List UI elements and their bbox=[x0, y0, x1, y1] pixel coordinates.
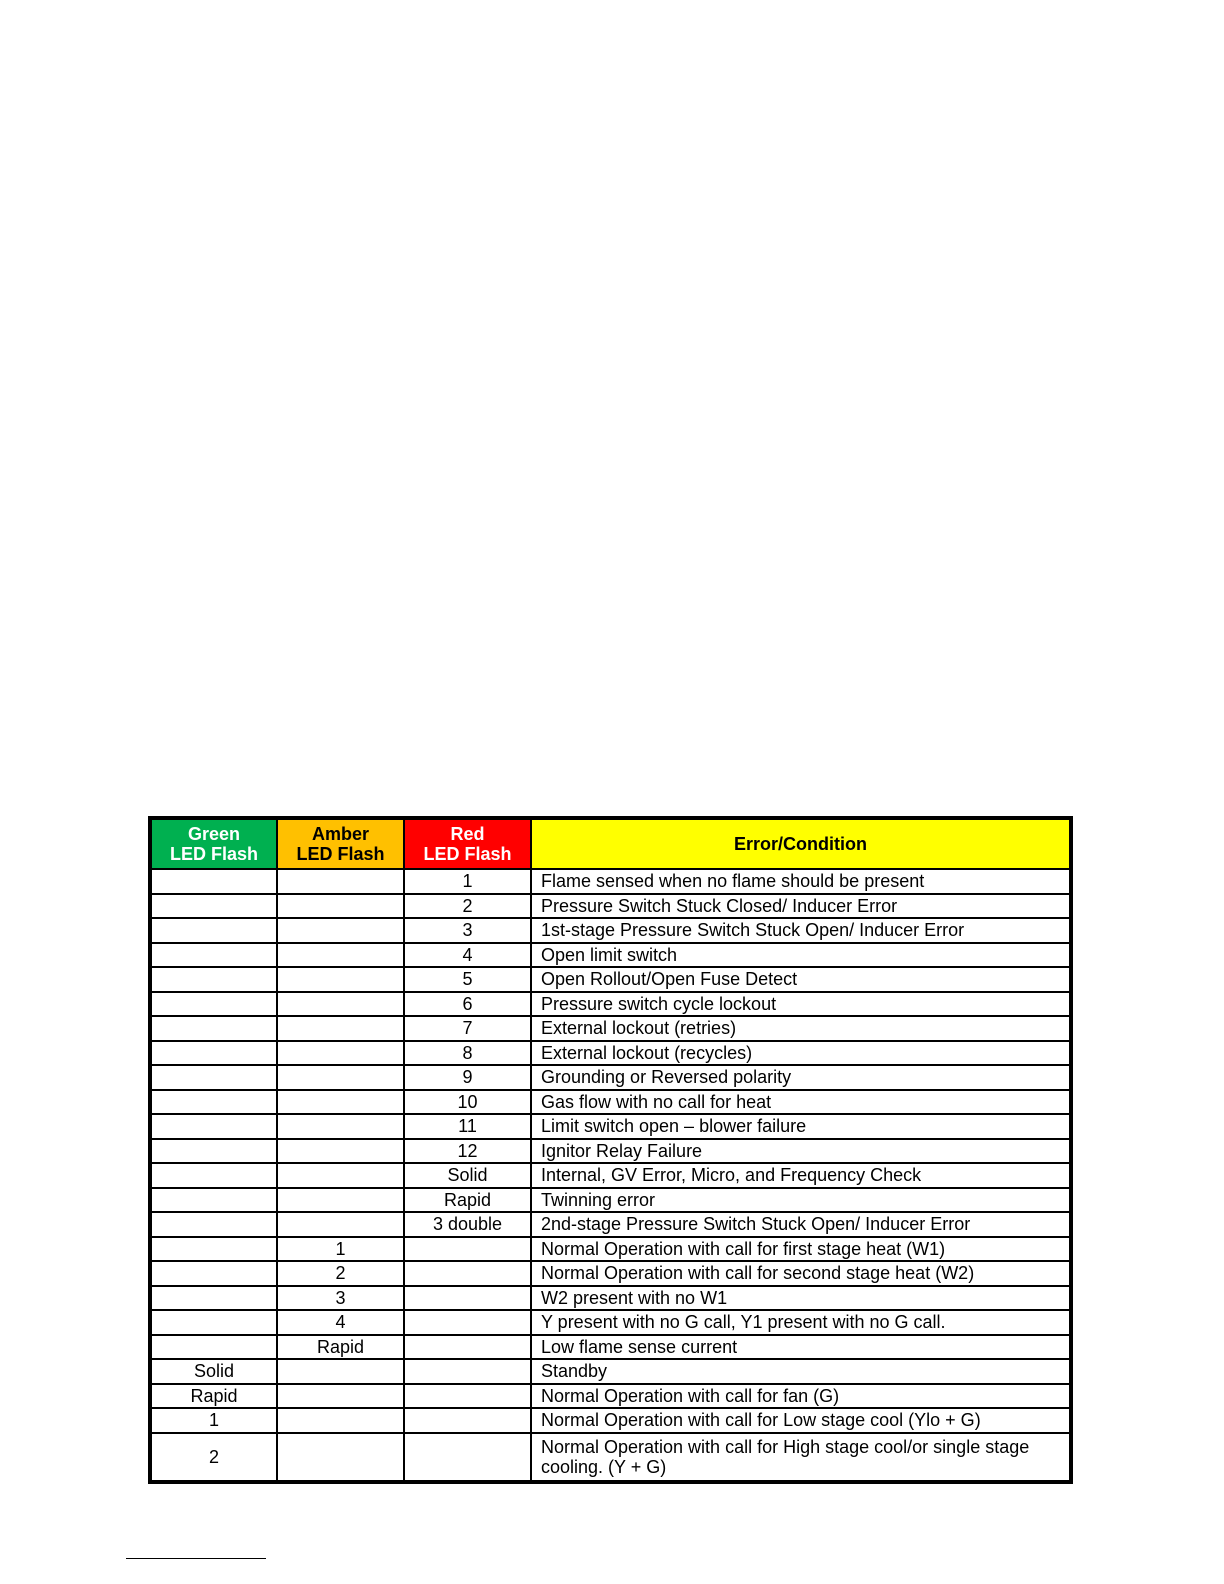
table-row bbox=[150, 894, 1071, 919]
cell-red-flash: 5 bbox=[404, 967, 531, 992]
cell-error-condition: Standby bbox=[531, 1359, 1071, 1384]
header-green-line2: LED Flash bbox=[169, 844, 258, 864]
cell-error-condition: W2 present with no W1 bbox=[531, 1286, 1071, 1311]
cell-red-flash: 3 double bbox=[404, 1212, 531, 1237]
table-row bbox=[150, 1090, 1071, 1115]
cell-green-flash bbox=[150, 869, 277, 894]
cell-error-condition: Open Rollout/Open Fuse Detect bbox=[531, 967, 1071, 992]
cell-red-flash: 9 bbox=[404, 1065, 531, 1090]
table-row bbox=[150, 1335, 1071, 1360]
table-row bbox=[150, 1163, 1071, 1188]
cell-error-condition: Grounding or Reversed polarity bbox=[531, 1065, 1071, 1090]
cell-amber-flash: Rapid bbox=[277, 1335, 404, 1360]
cell-amber-flash bbox=[277, 1163, 404, 1188]
cell-green-flash bbox=[150, 1163, 277, 1188]
cell-red-flash: 10 bbox=[404, 1090, 531, 1115]
header-green-line1: Green bbox=[187, 824, 241, 844]
header-amber-line2: LED Flash bbox=[296, 844, 385, 864]
cell-green-flash bbox=[150, 1065, 277, 1090]
cell-red-flash: 2 bbox=[404, 894, 531, 919]
cell-error-condition: Normal Operation with call for fan (G) bbox=[531, 1384, 1071, 1409]
cell-error-condition: External lockout (retries) bbox=[531, 1016, 1071, 1041]
cell-red-flash bbox=[404, 1261, 531, 1286]
cell-amber-flash bbox=[277, 1139, 404, 1164]
cell-amber-flash bbox=[277, 918, 404, 943]
table-row bbox=[150, 869, 1071, 894]
table-row bbox=[150, 1433, 1071, 1482]
cell-red-flash bbox=[404, 1286, 531, 1311]
cell-red-flash bbox=[404, 1335, 531, 1360]
cell-red-flash: Rapid bbox=[404, 1188, 531, 1213]
table-row bbox=[150, 1139, 1071, 1164]
table-row bbox=[150, 1065, 1071, 1090]
cell-red-flash bbox=[404, 1433, 531, 1482]
cell-error-condition: Normal Operation with call for second stage heat (W2) bbox=[531, 1261, 1071, 1286]
cell-amber-flash bbox=[277, 1433, 404, 1482]
cell-amber-flash: 1 bbox=[277, 1237, 404, 1262]
cell-green-flash: 1 bbox=[150, 1408, 277, 1433]
cell-green-flash: Solid bbox=[150, 1359, 277, 1384]
cell-amber-flash bbox=[277, 967, 404, 992]
cell-red-flash bbox=[404, 1359, 531, 1384]
cell-green-flash bbox=[150, 1212, 277, 1237]
cell-amber-flash bbox=[277, 894, 404, 919]
cell-error-condition: 2nd-stage Pressure Switch Stuck Open/ Inducer Error bbox=[531, 1212, 1071, 1237]
cell-amber-flash bbox=[277, 1408, 404, 1433]
cell-error-condition: External lockout (recycles) bbox=[531, 1041, 1071, 1066]
cell-green-flash bbox=[150, 1237, 277, 1262]
cell-red-flash bbox=[404, 1310, 531, 1335]
footnote-separator-line bbox=[126, 1558, 266, 1559]
header-green-led-flash bbox=[150, 818, 277, 869]
table-row bbox=[150, 1384, 1071, 1409]
cell-red-flash: 4 bbox=[404, 943, 531, 968]
cell-error-condition: Normal Operation with call for High stage cool/or single stage cooling. (Y + G) bbox=[531, 1433, 1071, 1482]
table-row bbox=[150, 1359, 1071, 1384]
cell-green-flash bbox=[150, 894, 277, 919]
cell-green-flash bbox=[150, 1114, 277, 1139]
cell-error-condition: Twinning error bbox=[531, 1188, 1071, 1213]
cell-amber-flash bbox=[277, 1065, 404, 1090]
cell-error-condition: Flame sensed when no flame should be present bbox=[531, 869, 1071, 894]
cell-red-flash: 3 bbox=[404, 918, 531, 943]
header-red-line1: Red bbox=[450, 824, 485, 844]
table-row bbox=[150, 918, 1071, 943]
cell-amber-flash bbox=[277, 1114, 404, 1139]
cell-amber-flash: 4 bbox=[277, 1310, 404, 1335]
cell-error-condition: Pressure switch cycle lockout bbox=[531, 992, 1071, 1017]
cell-green-flash: 2 bbox=[150, 1433, 277, 1482]
cell-amber-flash bbox=[277, 1016, 404, 1041]
header-amber-line1: Amber bbox=[311, 824, 369, 844]
table-row bbox=[150, 1310, 1071, 1335]
table-row bbox=[150, 1408, 1071, 1433]
cell-green-flash bbox=[150, 1139, 277, 1164]
table-row bbox=[150, 992, 1071, 1017]
cell-green-flash bbox=[150, 943, 277, 968]
cell-red-flash: 1 bbox=[404, 869, 531, 894]
table-row bbox=[150, 1041, 1071, 1066]
cell-error-condition: Normal Operation with call for first stage heat (W1) bbox=[531, 1237, 1071, 1262]
cell-amber-flash: 3 bbox=[277, 1286, 404, 1311]
table-row bbox=[150, 1286, 1071, 1311]
cell-green-flash bbox=[150, 1286, 277, 1311]
cell-error-condition: Pressure Switch Stuck Closed/ Inducer Error bbox=[531, 894, 1071, 919]
cell-red-flash bbox=[404, 1237, 531, 1262]
cell-error-condition: Y present with no G call, Y1 present with no G call. bbox=[531, 1310, 1071, 1335]
table-row bbox=[150, 1016, 1071, 1041]
table-row bbox=[150, 1237, 1071, 1262]
cell-error-condition: 1st-stage Pressure Switch Stuck Open/ Inducer Error bbox=[531, 918, 1071, 943]
cell-amber-flash bbox=[277, 1384, 404, 1409]
cell-error-condition: Internal, GV Error, Micro, and Frequency Check bbox=[531, 1163, 1071, 1188]
header-red-line2: LED Flash bbox=[423, 844, 512, 864]
cell-green-flash bbox=[150, 918, 277, 943]
header-amber-led-flash bbox=[277, 818, 404, 869]
cell-error-condition: Ignitor Relay Failure bbox=[531, 1139, 1071, 1164]
cell-amber-flash bbox=[277, 943, 404, 968]
cell-red-flash: 6 bbox=[404, 992, 531, 1017]
cell-red-flash: 8 bbox=[404, 1041, 531, 1066]
cell-red-flash: 7 bbox=[404, 1016, 531, 1041]
cell-red-flash: Solid bbox=[404, 1163, 531, 1188]
cell-error-condition: Limit switch open – blower failure bbox=[531, 1114, 1071, 1139]
cell-green-flash bbox=[150, 1016, 277, 1041]
led-flash-code-table bbox=[148, 816, 1073, 1484]
table-row bbox=[150, 1188, 1071, 1213]
table-body bbox=[150, 869, 1071, 1482]
cell-error-condition: Gas flow with no call for heat bbox=[531, 1090, 1071, 1115]
cell-amber-flash bbox=[277, 1359, 404, 1384]
cell-green-flash bbox=[150, 1188, 277, 1213]
table-row bbox=[150, 967, 1071, 992]
cell-red-flash: 11 bbox=[404, 1114, 531, 1139]
cell-amber-flash: 2 bbox=[277, 1261, 404, 1286]
cell-green-flash bbox=[150, 1335, 277, 1360]
cell-green-flash bbox=[150, 1041, 277, 1066]
cell-error-condition: Low flame sense current bbox=[531, 1335, 1071, 1360]
cell-red-flash bbox=[404, 1384, 531, 1409]
header-error-condition: Error/Condition bbox=[531, 818, 1071, 869]
header-red-led-flash bbox=[404, 818, 531, 869]
cell-green-flash bbox=[150, 1090, 277, 1115]
cell-amber-flash bbox=[277, 992, 404, 1017]
cell-red-flash: 12 bbox=[404, 1139, 531, 1164]
cell-amber-flash bbox=[277, 1212, 404, 1237]
cell-error-condition: Open limit switch bbox=[531, 943, 1071, 968]
table-row bbox=[150, 1261, 1071, 1286]
table-row bbox=[150, 943, 1071, 968]
cell-green-flash bbox=[150, 1261, 277, 1286]
cell-amber-flash bbox=[277, 1041, 404, 1066]
cell-amber-flash bbox=[277, 1188, 404, 1213]
cell-green-flash bbox=[150, 967, 277, 992]
table-row bbox=[150, 1212, 1071, 1237]
cell-green-flash bbox=[150, 1310, 277, 1335]
table-row bbox=[150, 1114, 1071, 1139]
cell-green-flash: Rapid bbox=[150, 1384, 277, 1409]
cell-error-condition: Normal Operation with call for Low stage cool (Ylo + G) bbox=[531, 1408, 1071, 1433]
cell-amber-flash bbox=[277, 1090, 404, 1115]
cell-red-flash bbox=[404, 1408, 531, 1433]
header-row bbox=[150, 818, 1071, 869]
cell-amber-flash bbox=[277, 869, 404, 894]
cell-green-flash bbox=[150, 992, 277, 1017]
